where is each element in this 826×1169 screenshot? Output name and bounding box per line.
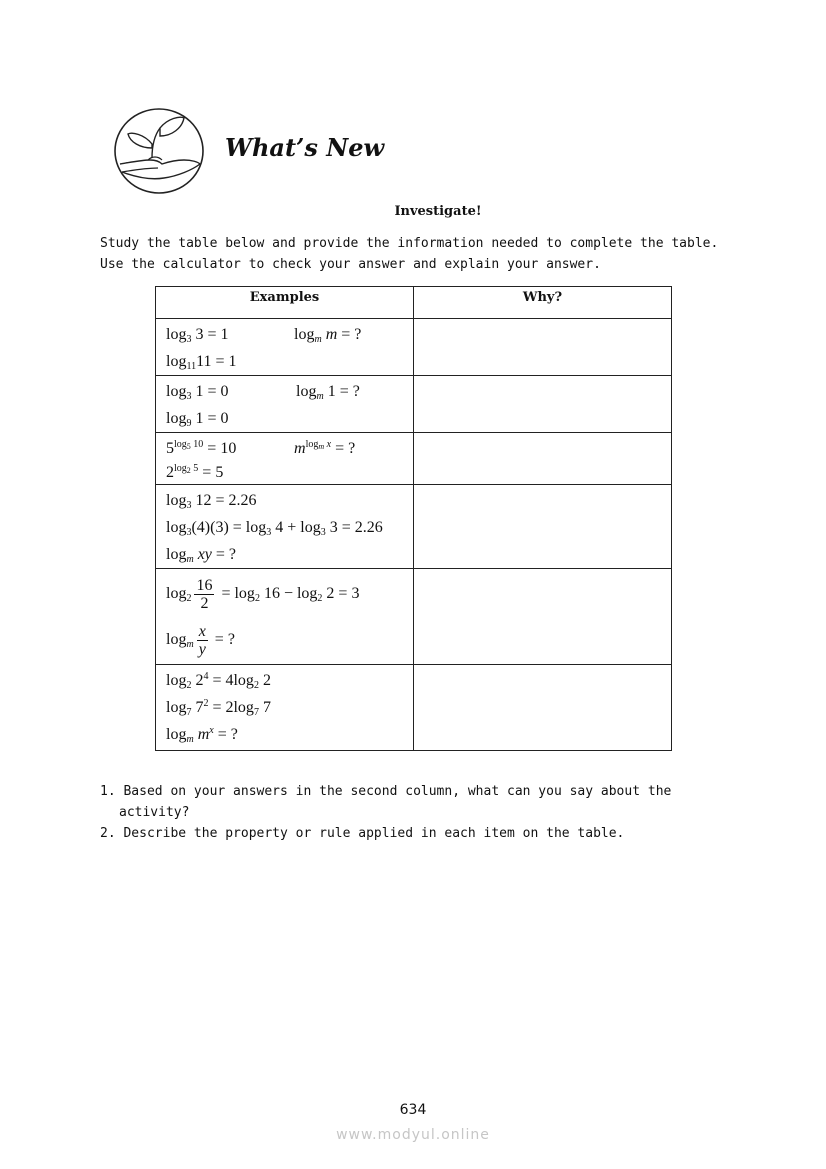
- math-line: $\log_3(4)(3) = \log_3 4 + \log_3 3 = 2.26$: [166, 519, 383, 538]
- page-number: 634: [399, 1102, 427, 1118]
- math-line: $5^{log_5 10} = 10$ $m^{log_m x}$ = ?: [166, 439, 356, 457]
- table-row: [156, 319, 672, 376]
- examples-cell: [156, 319, 414, 376]
- why-answer-cell[interactable]: [414, 376, 672, 433]
- why-answer-cell[interactable]: [414, 665, 672, 751]
- instructions-line-1: Study the table below and provide the information needed to complete the table.: [100, 236, 719, 251]
- math-line: $\log_9 1 = 0$: [166, 410, 229, 429]
- math-line: $\log_2 2^4 = 4\log_2$ 2: [166, 671, 271, 691]
- math-line: $2^{log_2 5} = 5$: [166, 463, 224, 481]
- header-why: Why?: [414, 287, 672, 319]
- table-row: [156, 569, 672, 665]
- table-header-row: [156, 287, 672, 319]
- examples-cell: [156, 569, 414, 665]
- table-row: [156, 376, 672, 433]
- table-row: [156, 665, 672, 751]
- math-line: $\log_2$ $\frac{16}{2}$ = $\log_2 16 - \log_2 2 = 3$: [166, 576, 360, 612]
- math-line: $\log_3 3 = 1$ $\log_m m$ = ?: [166, 326, 362, 345]
- instructions: [100, 233, 740, 275]
- examples-cell: [156, 376, 414, 433]
- instructions-line-2: Use the calculator to check your answer and explain your answer.: [100, 257, 601, 272]
- examples-cell: [156, 433, 414, 485]
- math-line: $\log_m m^x$ = ?: [166, 725, 238, 745]
- fraction: $\frac{16}{2}$: [196, 576, 213, 612]
- fraction: $\frac{x}{y}$: [198, 622, 206, 658]
- question-list: [100, 781, 720, 844]
- math-line: $\log_{11}11 = 1$: [166, 353, 237, 372]
- why-answer-cell[interactable]: [414, 569, 672, 665]
- why-answer-cell[interactable]: [414, 433, 672, 485]
- question-item: 1. Based on your answers in the second column, what can you say about the activity?: [100, 784, 672, 820]
- header-examples: Examples: [156, 287, 414, 319]
- question-item: 2. Describe the property or rule applied in each item on the table.: [100, 826, 625, 841]
- math-line: $\log_3 1 = 0$ $\log_m 1$ = ?: [166, 383, 360, 402]
- watermark: www.modyul.online: [336, 1127, 490, 1143]
- math-line: $\log_3 12 = 2.26$: [166, 492, 257, 511]
- why-answer-cell[interactable]: [414, 485, 672, 569]
- hand-plant-logo-icon: [112, 106, 206, 196]
- examples-cell: [156, 485, 414, 569]
- math-line: $\log_m$ xy = ?: [166, 546, 237, 565]
- why-answer-cell[interactable]: [414, 319, 672, 376]
- activity-subtitle: Investigate!: [394, 204, 482, 219]
- section-title: What’s New: [225, 133, 385, 162]
- table-row: [156, 433, 672, 485]
- table-row: [156, 485, 672, 569]
- math-line: $\log_m$ $\frac{x}{y}$ = ?: [166, 622, 235, 658]
- examples-cell: [156, 665, 414, 751]
- math-line: $\log_7 7^2 = 2\log_7$ 7: [166, 698, 271, 718]
- properties-table: [155, 286, 672, 751]
